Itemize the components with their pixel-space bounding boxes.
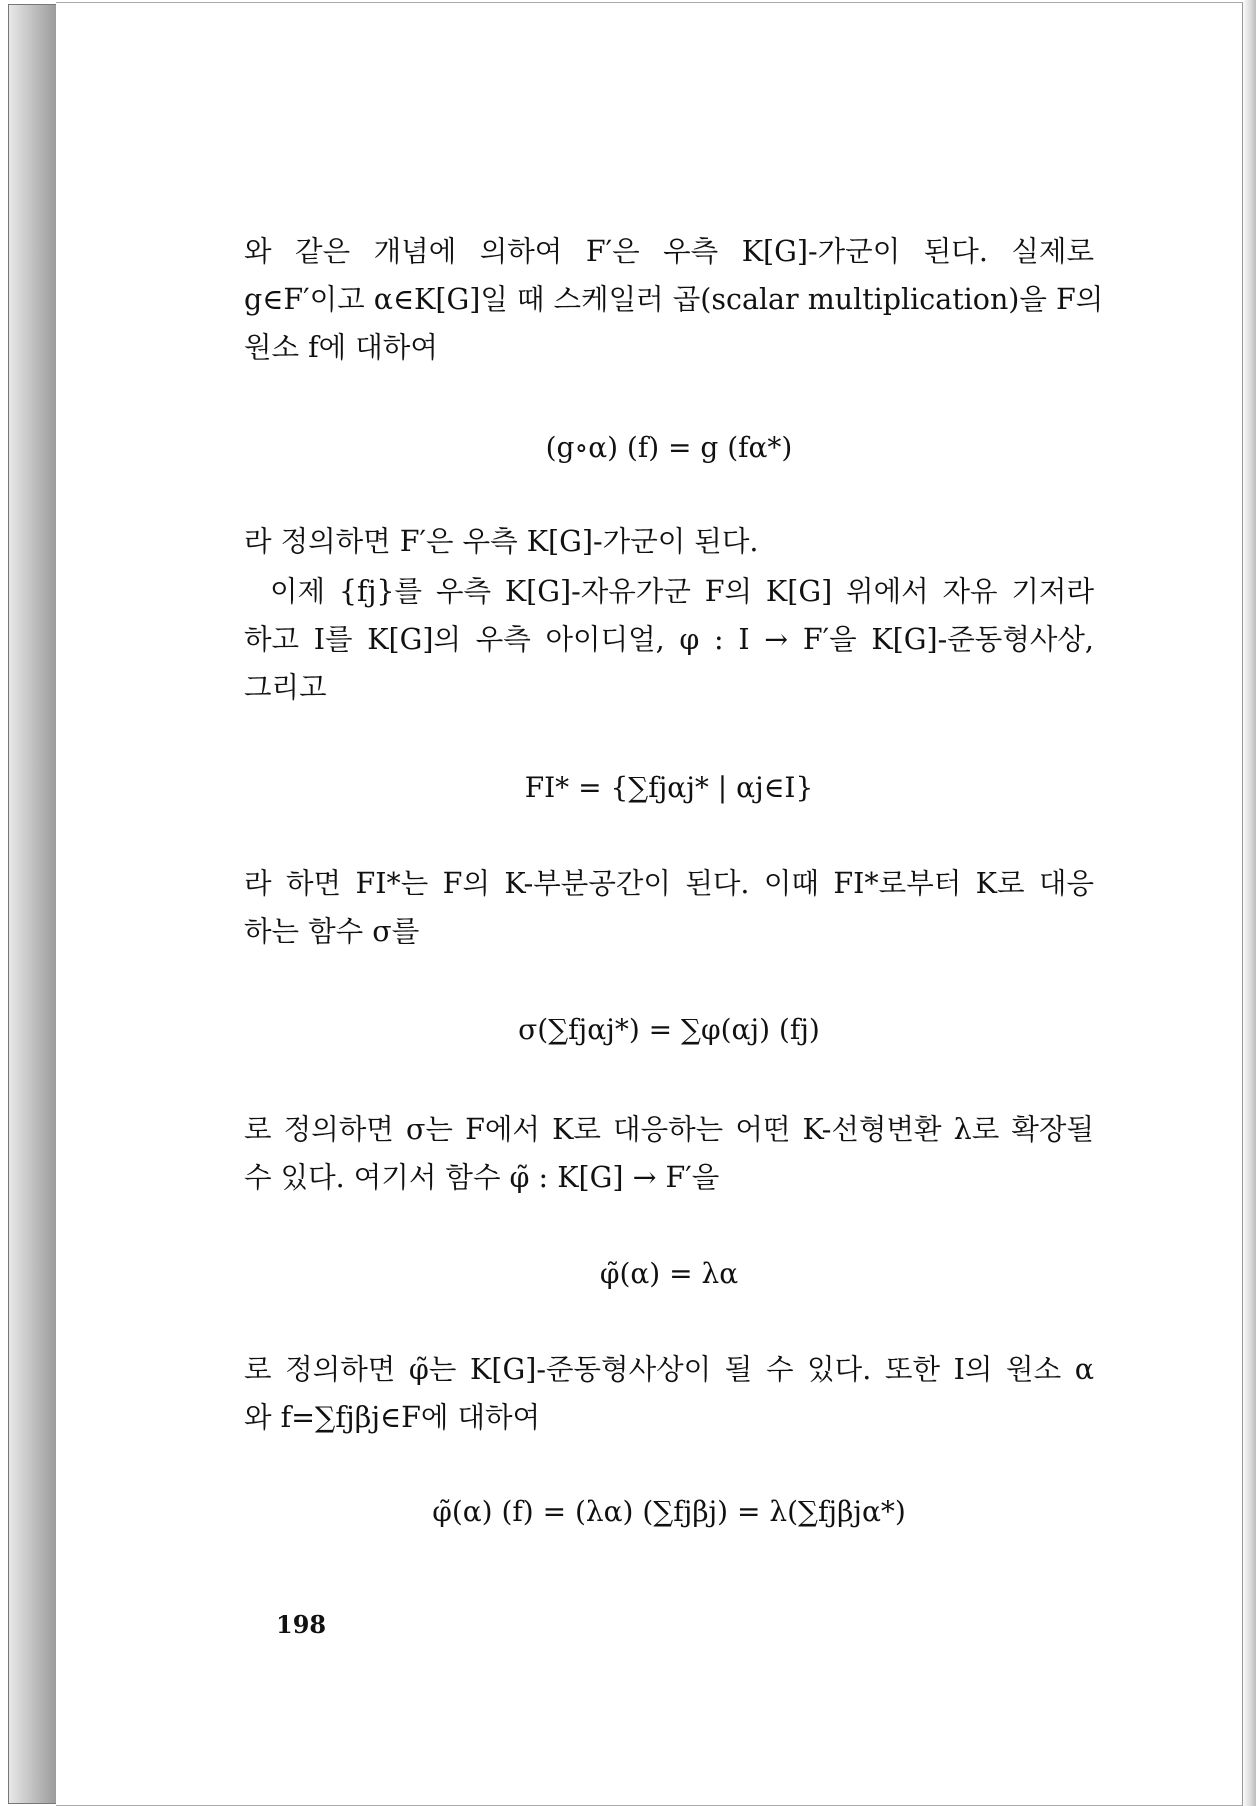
equation-3: σ(∑fjαj*) = ∑φ(αj) (fj) bbox=[518, 1013, 820, 1046]
text-line-1: 와 같은 개념에 의하여 F′은 우측 K[G]-가군이 된다. 실제로 bbox=[244, 235, 1094, 268]
book-spine-edge bbox=[8, 4, 58, 1804]
text-line-8: 라 하면 FI*는 F의 K-부분공간이 된다. 이때 FI*로부터 K로 대응 bbox=[244, 867, 1094, 900]
text-line-7: 그리고 bbox=[244, 671, 327, 704]
text-line-13: 와 f=∑fjβj∈F에 대하여 bbox=[244, 1401, 541, 1434]
book-page bbox=[56, 2, 1243, 1806]
equation-5: φ̃(α) (f) = (λα) (∑fjβj) = λ(∑fjβjα*) bbox=[432, 1495, 906, 1528]
text-line-2: g∈F′이고 α∈K[G]일 때 스케일러 곱(scalar multiplication)을 F의 bbox=[244, 283, 1104, 316]
page-right-edge bbox=[1242, 0, 1256, 1806]
equation-1: (g∘α) (f) = g (fα*) bbox=[545, 431, 793, 464]
text-line-9: 하는 함수 σ를 bbox=[244, 915, 420, 948]
equation-2: FI* = {∑fjαj* | αj∈I} bbox=[524, 771, 814, 804]
text-line-11: 수 있다. 여기서 함수 φ̃ : K[G] → F′을 bbox=[244, 1161, 720, 1194]
text-line-3: 원소 f에 대하여 bbox=[244, 331, 438, 364]
text-line-4: 라 정의하면 F′은 우측 K[G]-가군이 된다. bbox=[244, 525, 759, 558]
page-number: 198 bbox=[276, 1610, 327, 1639]
text-line-6: 하고 I를 K[G]의 우측 아이디얼, φ : I → F′을 K[G]-준동형사상, bbox=[244, 623, 1094, 656]
equation-4: φ̃(α) = λα bbox=[599, 1257, 739, 1290]
text-line-5: 이제 {fj}를 우측 K[G]-자유가군 F의 K[G] 위에서 자유 기저라 bbox=[270, 575, 1094, 608]
text-line-12: 로 정의하면 φ̃는 K[G]-준동형사상이 될 수 있다. 또한 I의 원소 α bbox=[244, 1353, 1094, 1386]
text-line-10: 로 정의하면 σ는 F에서 K로 대응하는 어떤 K-선형변환 λ로 확장될 bbox=[244, 1113, 1094, 1146]
